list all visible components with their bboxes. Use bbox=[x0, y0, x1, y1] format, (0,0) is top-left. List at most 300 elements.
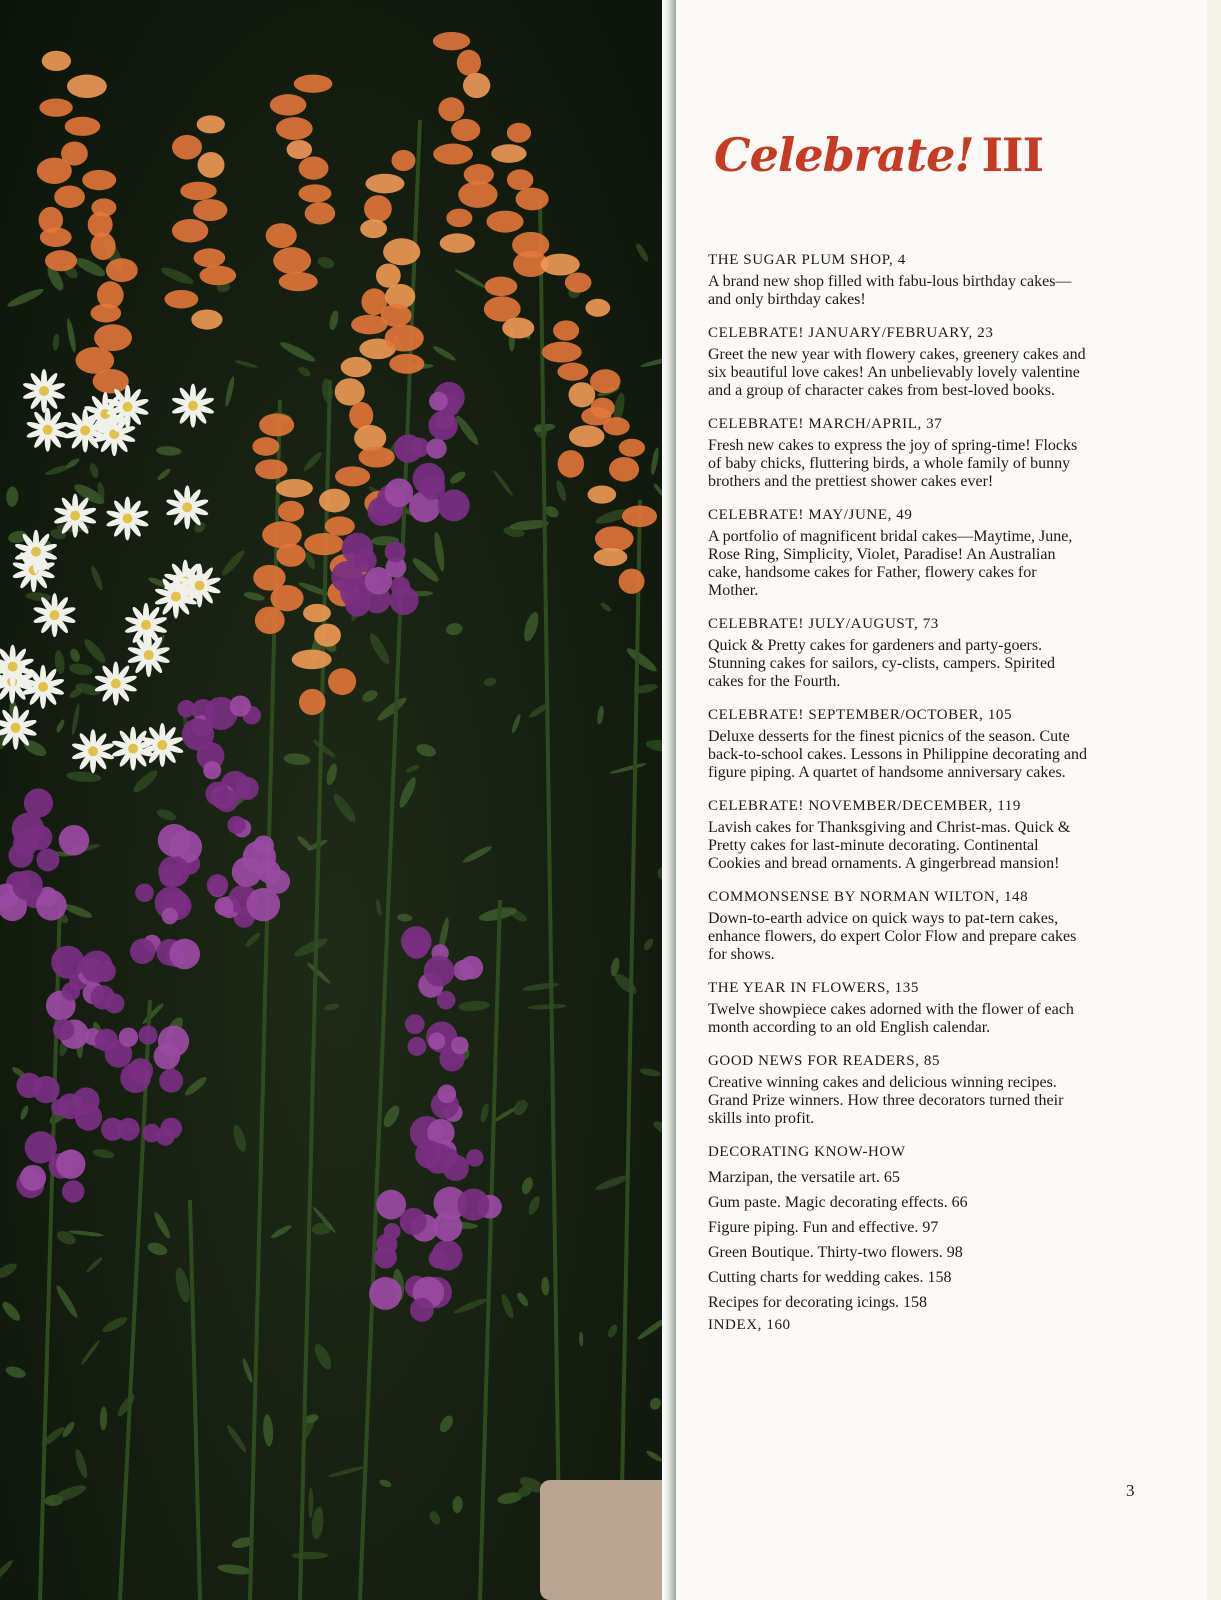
snapdragon-blossom bbox=[591, 398, 615, 419]
leaf bbox=[65, 457, 81, 470]
stock-blossom bbox=[410, 1298, 434, 1322]
leaf bbox=[325, 762, 339, 786]
snapdragon-blossom bbox=[594, 548, 628, 566]
leaf bbox=[54, 1284, 80, 1320]
snapdragon-blossom bbox=[383, 238, 420, 265]
leaf bbox=[599, 601, 612, 613]
daisy-center bbox=[123, 402, 133, 412]
leaf bbox=[19, 1104, 30, 1120]
stock-blossom bbox=[215, 789, 238, 812]
stock-blossom bbox=[53, 1019, 74, 1040]
daisy-center bbox=[88, 746, 98, 756]
stock-blossom bbox=[215, 897, 234, 916]
leaf bbox=[243, 591, 266, 603]
stock-blossom bbox=[12, 813, 45, 846]
snapdragon-blossom bbox=[588, 485, 617, 503]
know-how-item[interactable]: Figure piping. Fun and effective. 97 bbox=[708, 1219, 939, 1236]
snapdragon-blossom bbox=[507, 169, 533, 190]
stock-blossom bbox=[36, 848, 59, 871]
snapdragon-blossom bbox=[298, 184, 331, 202]
snapdragon-blossom bbox=[276, 117, 313, 140]
leaf bbox=[397, 775, 419, 809]
snapdragon-blossom bbox=[279, 272, 318, 291]
leaf bbox=[241, 1358, 254, 1384]
snapdragon-blossom bbox=[486, 211, 523, 233]
stock-blossom bbox=[385, 478, 414, 507]
stock-blossom bbox=[451, 1037, 469, 1055]
leaf bbox=[453, 413, 481, 447]
snapdragon-blossom bbox=[376, 263, 401, 287]
leaf bbox=[316, 255, 335, 270]
stock-blossom bbox=[203, 761, 221, 779]
leaf bbox=[427, 1509, 442, 1526]
leaf bbox=[217, 1563, 253, 1576]
stock-blossom bbox=[138, 1025, 157, 1044]
stock-blossom bbox=[365, 567, 392, 594]
leaf bbox=[100, 1406, 108, 1430]
toc-entry-description: Creative winning cakes and delicious winning recipes. Grand Prize winners. How three decorators turned their skills into profit. bbox=[708, 1074, 1064, 1127]
stock-blossom bbox=[232, 857, 262, 887]
leaf bbox=[297, 365, 312, 378]
leaf bbox=[4, 1364, 27, 1380]
stock-blossom bbox=[158, 856, 189, 887]
leaf bbox=[85, 1256, 104, 1274]
toc-entry-description: Deluxe desserts for the finest picnics of the season. Cute back-to-school cakes. Lessons in Philippine decorating and figure piping. A quartet of handsome anniversary cakes. bbox=[708, 728, 1088, 781]
stock-blossom bbox=[391, 576, 410, 595]
leaf bbox=[461, 844, 493, 865]
stock-blossom bbox=[158, 824, 191, 857]
leaf bbox=[453, 1296, 489, 1315]
snapdragon-blossom bbox=[557, 363, 588, 381]
know-how-list bbox=[708, 1165, 1088, 1315]
stock-blossom bbox=[428, 1033, 445, 1050]
stock-blossom bbox=[401, 926, 432, 957]
snapdragon-blossom bbox=[440, 233, 475, 253]
toc-entry-heading: COMMONSENSE BY NORMAN WILTON, 148 bbox=[708, 889, 1029, 905]
stock-blossom bbox=[247, 888, 280, 921]
leaf bbox=[454, 268, 488, 290]
snapdragon-blossom bbox=[391, 150, 415, 171]
stock-blossom bbox=[177, 700, 195, 718]
toc-entry-description: Quick & Pretty cakes for gardeners and party-goers. Stunning cakes for sailors, cy-clists, campers. Spirited cakes for the Fourth. bbox=[708, 637, 1056, 690]
decorating-know-how bbox=[708, 1144, 1088, 1334]
leaf bbox=[328, 310, 340, 331]
daisy-center bbox=[80, 425, 90, 435]
snapdragon-blossom bbox=[364, 195, 392, 222]
photo-edge bbox=[662, 0, 676, 1600]
leaf bbox=[25, 591, 52, 602]
stock-blossom bbox=[182, 718, 214, 750]
toc-entry-description: Twelve showpiece cakes adorned with the flower of each month according to an old English calendar. bbox=[708, 1001, 1074, 1036]
leaf bbox=[312, 1342, 335, 1372]
leaf bbox=[270, 1223, 293, 1240]
toc-entry[interactable] bbox=[708, 507, 1088, 600]
leaf bbox=[648, 1396, 663, 1412]
leaf bbox=[73, 1448, 89, 1480]
toc-entry[interactable] bbox=[708, 707, 1088, 782]
know-how-item[interactable]: Gum paste. Magic decorating effects. 66 bbox=[708, 1194, 968, 1211]
snapdragon-blossom bbox=[457, 50, 481, 76]
snapdragon-blossom bbox=[303, 604, 331, 622]
stock-blossom bbox=[81, 951, 113, 983]
stock-blossom bbox=[207, 874, 229, 896]
stock-blossom bbox=[230, 695, 251, 716]
leaf bbox=[291, 1552, 328, 1560]
snapdragon-blossom bbox=[451, 119, 480, 141]
snapdragon-blossom bbox=[565, 272, 592, 292]
leaf bbox=[594, 1173, 631, 1193]
toc-entry[interactable] bbox=[708, 416, 1088, 491]
snapdragon-blossom bbox=[278, 501, 304, 522]
snapdragon-blossom bbox=[271, 585, 304, 611]
stock-blossom bbox=[408, 1037, 427, 1056]
daisy-center bbox=[39, 386, 49, 396]
snapdragon-blossom bbox=[433, 144, 473, 165]
stock-blossom bbox=[400, 1208, 427, 1235]
know-how-heading: DECORATING KNOW-HOW bbox=[708, 1144, 906, 1160]
snapdragon-blossom bbox=[335, 466, 370, 486]
stock-blossom bbox=[394, 434, 423, 463]
snapdragon-blossom bbox=[381, 304, 412, 327]
snapdragon-blossom bbox=[360, 219, 387, 238]
leaf bbox=[410, 555, 441, 584]
stock-blossom bbox=[59, 825, 90, 856]
daisy-center bbox=[188, 401, 198, 411]
leaf bbox=[306, 961, 332, 985]
leaf bbox=[515, 1291, 530, 1308]
snapdragon-blossom bbox=[359, 447, 395, 468]
table-of-contents bbox=[708, 252, 1088, 1334]
leaf bbox=[541, 1277, 550, 1296]
snapdragon-blossom bbox=[252, 437, 279, 456]
snapdragon-blossom bbox=[485, 277, 518, 296]
daisy-center bbox=[195, 580, 205, 590]
stock-blossom bbox=[466, 1149, 483, 1166]
leaf bbox=[68, 662, 94, 677]
leaf bbox=[68, 647, 82, 663]
snapdragon-blossom bbox=[619, 439, 645, 457]
leaf bbox=[520, 1176, 535, 1196]
snapdragon-blossom bbox=[255, 607, 285, 634]
stock-blossom bbox=[374, 1246, 397, 1269]
toc-entry-heading: CELEBRATE! SEPTEMBER/OCTOBER, 105 bbox=[708, 707, 1013, 723]
leaf bbox=[141, 1002, 165, 1026]
leaf bbox=[360, 688, 379, 704]
stock-blossom bbox=[162, 908, 179, 925]
toc-entry-heading: GOOD NEWS FOR READERS, 85 bbox=[708, 1053, 941, 1069]
snapdragon-blossom bbox=[191, 310, 222, 330]
know-how-item[interactable]: Recipes for decorating icings. 158 bbox=[708, 1294, 928, 1311]
toc-entry-heading: CELEBRATE! JULY/AUGUST, 73 bbox=[708, 616, 939, 632]
snapdragon-blossom bbox=[262, 521, 302, 548]
leaf bbox=[80, 1339, 102, 1366]
leaf bbox=[308, 1488, 313, 1519]
stock-blossom bbox=[432, 1240, 463, 1271]
snapdragon-blossom bbox=[54, 186, 85, 209]
snapdragon-blossom bbox=[197, 115, 225, 133]
page-number: 3 bbox=[1126, 1481, 1135, 1500]
leaf bbox=[526, 1195, 542, 1217]
leaf bbox=[499, 1293, 515, 1320]
snapdragon-blossom bbox=[609, 457, 639, 482]
stock-blossom bbox=[385, 541, 406, 562]
snapdragon-blossom bbox=[553, 320, 579, 340]
stock-blossom bbox=[135, 883, 154, 902]
leaf bbox=[521, 610, 541, 643]
toc-entry-description: A brand new shop filled with fabu-lous birthday cakes—and only birthday cakes! bbox=[708, 273, 1072, 308]
daisy-center bbox=[43, 425, 53, 435]
snapdragon-blossom bbox=[287, 140, 313, 159]
leaf bbox=[101, 1314, 130, 1335]
toc-entry[interactable] bbox=[708, 798, 1088, 873]
snapdragon-blossom bbox=[276, 544, 305, 567]
daisy-center bbox=[141, 620, 151, 630]
snapdragon-blossom bbox=[507, 123, 531, 143]
leaf bbox=[437, 1413, 456, 1434]
toc-entry[interactable] bbox=[708, 325, 1088, 400]
leaf bbox=[225, 1423, 249, 1454]
daisy-center bbox=[70, 511, 80, 521]
snapdragon-blossom bbox=[67, 75, 107, 98]
snapdragon-blossom bbox=[341, 357, 372, 377]
leaf bbox=[634, 242, 650, 263]
snapdragon-blossom bbox=[255, 459, 287, 479]
know-how-item[interactable]: Marzipan, the versatile art. 65 bbox=[708, 1169, 900, 1186]
leaf bbox=[510, 713, 522, 734]
leaf bbox=[115, 1392, 137, 1418]
stem bbox=[190, 1200, 200, 1600]
snapdragon-blossom bbox=[164, 290, 198, 309]
stock-blossom bbox=[91, 985, 115, 1009]
know-how-item[interactable]: Green Boutique. Thirty-two flowers. 98 bbox=[708, 1244, 963, 1261]
leaf bbox=[432, 531, 446, 571]
stem bbox=[540, 200, 560, 1600]
toc-entry-description: A portfolio of magnificent bridal cakes—Maytime, June, Rose Ring, Simplicity, Violet, Paradise! An Australian cake, handsome cakes for Father, flowery cakes for Mother. bbox=[708, 528, 1073, 599]
stock-blossom bbox=[405, 1014, 425, 1034]
snapdragon-blossom bbox=[37, 158, 72, 184]
snapdragon-blossom bbox=[276, 479, 313, 498]
leaf bbox=[50, 1482, 88, 1505]
leaf bbox=[231, 1124, 249, 1154]
leaf bbox=[0, 1299, 23, 1323]
title-numeral: III bbox=[981, 128, 1044, 182]
stock-blossom bbox=[25, 1131, 57, 1163]
leaf bbox=[650, 447, 660, 475]
stock-blossom bbox=[62, 982, 81, 1001]
leaf bbox=[642, 937, 655, 952]
snapdragon-blossom bbox=[299, 157, 329, 180]
snapdragon-blossom bbox=[335, 378, 365, 405]
snapdragon-blossom bbox=[438, 97, 464, 121]
snapdragon-blossom bbox=[314, 624, 341, 647]
daisy-center bbox=[11, 723, 21, 733]
leaf bbox=[375, 695, 409, 724]
stock-blossom bbox=[433, 1212, 462, 1241]
toc-entry-heading: CELEBRATE! MAY/JUNE, 49 bbox=[708, 507, 913, 523]
snapdragon-blossom bbox=[180, 182, 216, 200]
snapdragon-blossom bbox=[194, 248, 226, 267]
leaf bbox=[596, 705, 605, 725]
leaf bbox=[244, 931, 262, 949]
stock-blossom bbox=[161, 1118, 183, 1140]
leaf bbox=[0, 1558, 15, 1584]
snapdragon-blossom bbox=[389, 354, 424, 374]
leaf bbox=[234, 359, 258, 369]
stock-blossom bbox=[169, 939, 200, 970]
leaf bbox=[639, 1067, 661, 1077]
leaf bbox=[92, 1148, 115, 1160]
toc-entry[interactable] bbox=[708, 980, 1088, 1037]
leaf bbox=[220, 548, 247, 578]
toc-entry-heading: CELEBRATE! JANUARY/FEBRUARY, 23 bbox=[708, 325, 994, 341]
stock-blossom bbox=[62, 1180, 84, 1202]
leaf bbox=[330, 791, 359, 825]
toc-entry[interactable] bbox=[708, 616, 1088, 691]
stock-blossom bbox=[457, 1188, 489, 1220]
leaf bbox=[146, 1240, 169, 1257]
daisy-center bbox=[157, 740, 167, 750]
magazine-title bbox=[714, 128, 1043, 182]
snapdragon-blossom bbox=[458, 181, 497, 208]
title-word: Celebrate! bbox=[714, 128, 974, 182]
snapdragon-blossom bbox=[541, 254, 580, 276]
leaf bbox=[609, 762, 647, 775]
leaf bbox=[283, 752, 311, 766]
leaf bbox=[367, 631, 393, 666]
leaf bbox=[381, 1103, 403, 1129]
daisy-center bbox=[8, 662, 18, 672]
snapdragon-blossom bbox=[595, 526, 634, 551]
stock-blossom bbox=[453, 960, 474, 981]
toc-entry-description: Lavish cakes for Thanksgiving and Christ-mas. Quick & Pretty cakes for last-minute decorating. Continental Cookies and bread ornaments. A gingerbread mansion! bbox=[708, 819, 1071, 872]
snapdragon-blossom bbox=[558, 450, 585, 478]
leaf bbox=[624, 645, 659, 674]
stock-blossom bbox=[426, 438, 446, 458]
leaf bbox=[397, 913, 413, 921]
toc-entry-heading: THE SUGAR PLUM SHOP, 4 bbox=[708, 252, 906, 268]
stock-blossom bbox=[154, 1043, 181, 1070]
snapdragon-blossom bbox=[45, 250, 77, 271]
snapdragon-blossom bbox=[603, 417, 630, 435]
leaf bbox=[131, 767, 161, 795]
snapdragon-blossom bbox=[65, 117, 101, 136]
leaf bbox=[6, 286, 45, 309]
leaf bbox=[6, 486, 19, 507]
snapdragon-blossom bbox=[198, 152, 225, 178]
stock-blossom bbox=[420, 475, 445, 500]
leaf bbox=[452, 1496, 463, 1514]
stock-blossom bbox=[236, 777, 259, 800]
stock-blossom bbox=[101, 1118, 124, 1141]
snapdragon-blossom bbox=[106, 258, 138, 282]
leaf bbox=[415, 742, 438, 759]
leaf bbox=[405, 764, 420, 774]
stock-blossom bbox=[12, 870, 42, 900]
garden-stone bbox=[540, 1480, 676, 1600]
snapdragon-blossom bbox=[569, 425, 605, 447]
stock-blossom bbox=[331, 561, 363, 593]
snapdragon-blossom bbox=[325, 516, 355, 535]
snapdragon-blossom bbox=[193, 199, 227, 221]
snapdragon-blossom bbox=[42, 51, 71, 71]
daisy-center bbox=[122, 514, 132, 524]
stock-blossom bbox=[36, 890, 67, 921]
snapdragon-blossom bbox=[568, 382, 595, 407]
leaf bbox=[262, 1414, 274, 1447]
leaf bbox=[81, 636, 108, 665]
snapdragon-blossom bbox=[199, 266, 236, 286]
leaf bbox=[156, 467, 172, 482]
snapdragon-blossom bbox=[299, 689, 326, 715]
stock-blossom bbox=[51, 946, 84, 979]
leaf bbox=[458, 1000, 490, 1013]
stock-blossom bbox=[128, 1058, 153, 1083]
snapdragon-blossom bbox=[40, 228, 72, 247]
leaf bbox=[606, 1323, 619, 1339]
leaf bbox=[432, 344, 457, 362]
stock-blossom bbox=[227, 816, 245, 834]
leaf bbox=[71, 703, 81, 735]
leaf bbox=[156, 446, 182, 457]
snapdragon-blossom bbox=[446, 209, 472, 228]
snapdragon-blossom bbox=[463, 73, 490, 98]
know-how-item[interactable]: Cutting charts for wedding cakes. 158 bbox=[708, 1269, 952, 1286]
stock-blossom bbox=[95, 1029, 118, 1052]
leaf bbox=[278, 339, 317, 365]
snapdragon-blossom bbox=[585, 299, 610, 317]
stock-blossom bbox=[56, 1150, 85, 1179]
snapdragon-blossom bbox=[91, 232, 116, 260]
leaf bbox=[645, 1449, 664, 1463]
leaf bbox=[510, 1097, 530, 1118]
leaf bbox=[445, 622, 464, 637]
snapdragon-blossom bbox=[305, 202, 336, 224]
daisy-center bbox=[31, 547, 41, 557]
stock-blossom bbox=[16, 1073, 41, 1098]
daisy-center bbox=[111, 679, 121, 689]
snapdragon-blossom bbox=[172, 135, 202, 160]
stem bbox=[620, 500, 640, 1600]
stock-blossom bbox=[424, 956, 455, 987]
snapdragon-blossom bbox=[590, 369, 620, 393]
stock-blossom bbox=[159, 1069, 183, 1093]
leaf bbox=[579, 1332, 584, 1347]
leaf bbox=[612, 970, 640, 997]
leaf bbox=[88, 462, 99, 479]
leaf bbox=[183, 1074, 209, 1097]
contents-page bbox=[676, 0, 1207, 1600]
leaf bbox=[378, 1478, 392, 1489]
toc-entry-description: Down-to-earth advice on quick ways to pat-tern cakes, enhance flowers, do expert Color Flow and prepare cakes for shows. bbox=[708, 910, 1077, 963]
snapdragon-blossom bbox=[294, 75, 333, 93]
toc-entry[interactable] bbox=[708, 889, 1088, 964]
stock-blossom bbox=[429, 392, 448, 411]
daisy-center bbox=[182, 502, 192, 512]
leaf bbox=[554, 479, 568, 502]
leaf bbox=[65, 318, 77, 353]
snapdragon-blossom bbox=[273, 247, 311, 274]
leaf bbox=[311, 738, 337, 760]
snapdragon-blossom bbox=[328, 668, 356, 695]
snapdragon-blossom bbox=[365, 174, 404, 194]
toc-entry[interactable] bbox=[708, 252, 1088, 309]
toc-entry[interactable] bbox=[708, 1053, 1088, 1128]
snapdragon-blossom bbox=[433, 32, 470, 50]
stock-blossom bbox=[437, 1085, 456, 1104]
index-entry[interactable]: INDEX, 160 bbox=[708, 1317, 791, 1333]
snapdragon-blossom bbox=[270, 94, 306, 115]
snapdragon-blossom bbox=[619, 569, 645, 594]
